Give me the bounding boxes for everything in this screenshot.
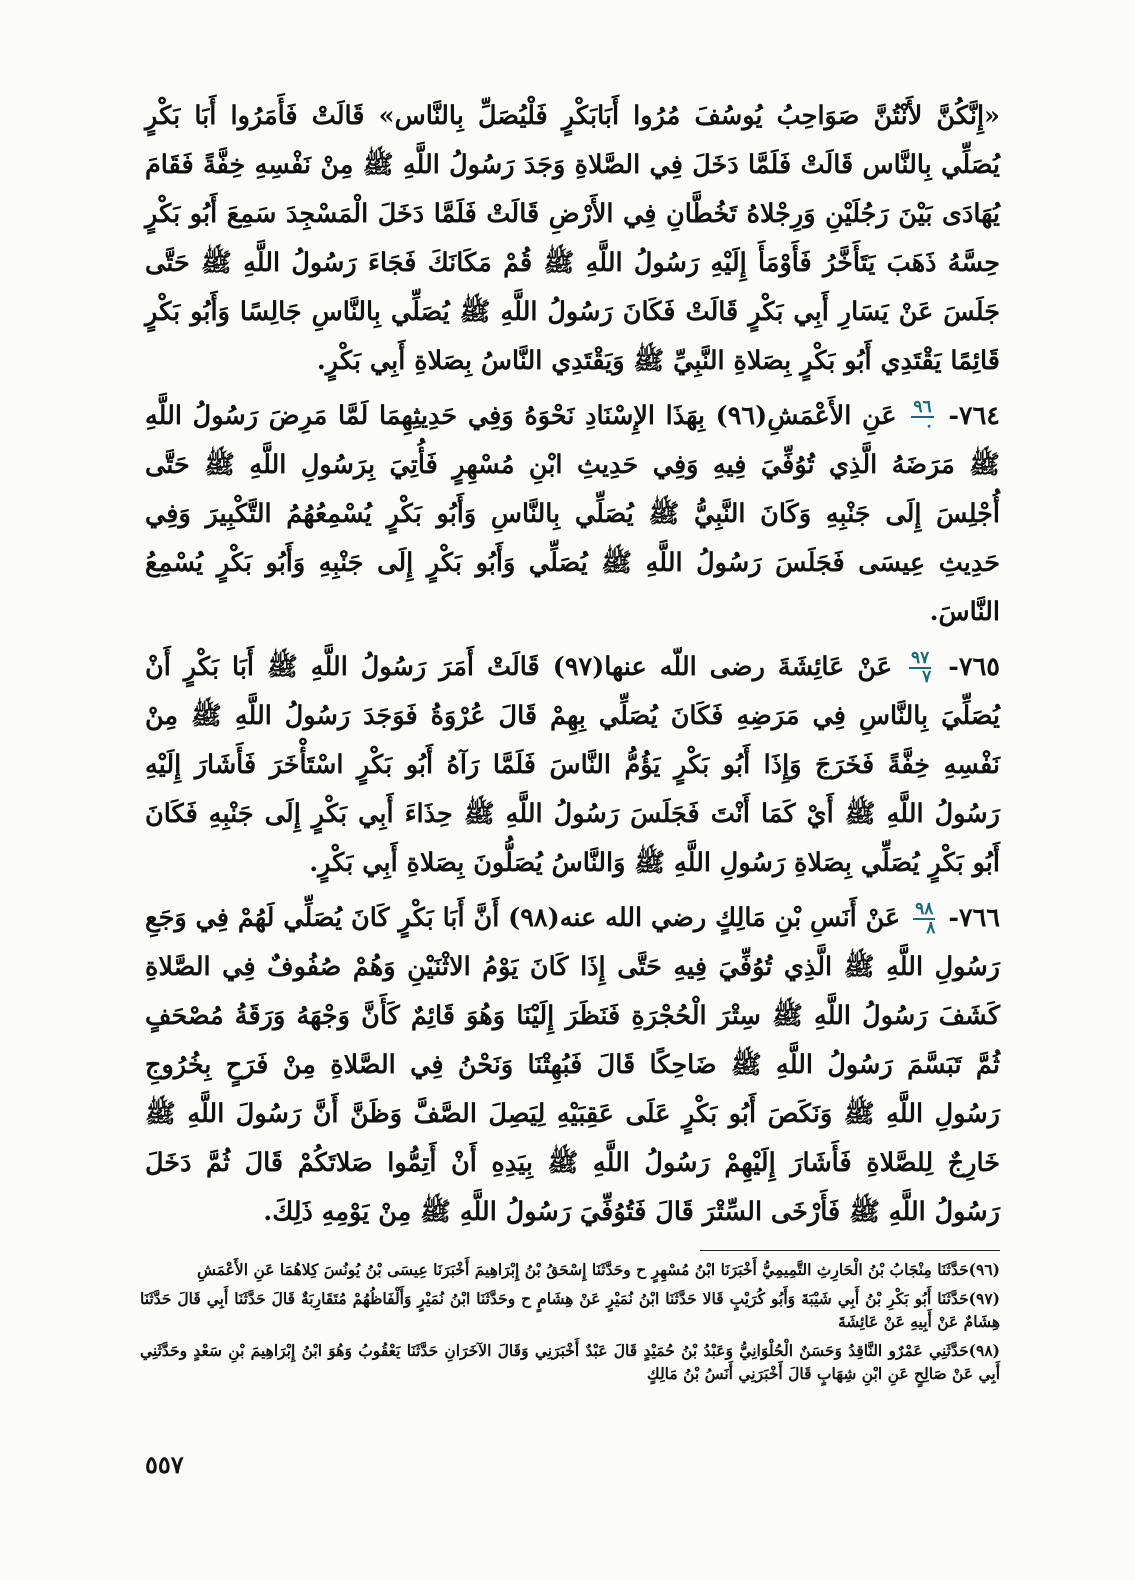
fraction-bottom: ٧ bbox=[922, 667, 932, 687]
hadith-ref-fraction bbox=[911, 399, 933, 435]
hadith-text: عَنْ أَنَسِ بْنِ مَالِكٍ رضي الله عنه(٩٨) أَنَّ أَبَا بَكْرٍ كَانَ يُصَلِّي لَهُمْ فِي وَجَعِ رَسُولِ اللَّهِ ﷺ الَّذِي تُوُفِّيَ فِيهِ حَتَّى إِذَا كَانَ يَوْمُ الاثْنَيْنِ وَهُمْ صُفُوفٌ فِي الصَّلاةِ كَشَفَ رَسُولُ اللَّهِ ﷺ سِتْرَ الْحُجْرَةِ فَنَظَرَ إِلَيْنَا وَهُوَ قَائِمٌ كَأَنَّ وَجْهَهُ وَرَقَةُ مُصْحَفٍ ثُمَّ تَبَسَّمَ رَسُولُ اللَّهِ ﷺ ضَاحِكًا قَالَ فَبُهِتْنَا وَنَحْنُ فِي الصَّلاةِ مِنْ فَرَحٍ بِخُرُوجِ رَسُولِ اللَّهِ ﷺ وَنَكَصَ أَبُو بَكْرٍ عَلَى عَقِبَيْهِ لِيَصِلَ الصَّفَّ وَظَنَّ أَنَّ رَسُولَ اللَّهِ ﷺ خَارِجٌ لِلصَّلاةِ فَأَشَارَ إِلَيْهِمْ رَسُولُ اللَّهِ ﷺ بِيَدِهِ أَنْ أَتِمُّوا صَلاتَكُمْ قَالَ ثُمَّ دَخَلَ رَسُولُ اللَّهِ ﷺ فَأَرْخَى السِّتْرَ قَالَ فَتُوُفِّيَ رَسُولُ اللَّهِ ﷺ مِنْ يَوْمِهِ ذَلِكَ. bbox=[145, 903, 1000, 1227]
footnote-96: (٩٦)حَدَّثَنَا مِنْجَابُ بْنُ الْحَارِثِ التَّمِيمِيُّ أَخْبَرَنَا ابْنُ مُسْهِرٍ ح وحَدَّثَنَا إِسْحَقُ بْنُ إِبْرَاهِيمَ أَخْبَرَنَا عِيسَى بْنُ يُونُسَ كِلاهُمَا عَنِ الأَعْمَشِ bbox=[196, 1260, 1000, 1279]
hadith-ref-fraction bbox=[909, 650, 931, 686]
footnote-97: (٩٧)حَدَّثَنَا أَبُو بَكْرِ بْنُ أَبِي شَيْبَةَ وَأَبُو كُرَيْبٍ قَالا حَدَّثَنَا ابْنُ نُمَيْرٍ عَنْ هِشَامٍ ح وحَدَّثَنَا ابْنُ نُمَيْرٍ وَأَلْفَاظُهُمْ مُتَقَارِبَةٌ قَالَ حَدَّثَنَا أَبِي قَالَ حَدَّثَنَا هِشَامٌ عَنْ أَبِيهِ عَنْ عَائِشَةَ bbox=[140, 1289, 1000, 1331]
hadith-ref-fraction bbox=[913, 901, 935, 937]
fraction-bottom: ٨ bbox=[926, 918, 936, 938]
hadith-766 bbox=[145, 894, 1000, 1237]
footnotes bbox=[140, 1258, 1000, 1391]
fraction-top: ٩٦ bbox=[913, 397, 932, 417]
hadith-text: عَنِ الأَعْمَشِ(٩٦) بِهَذَا الإِسْنَادِ نَحْوَهُ وَفِي حَدِيثِهِمَا لَمَّا مَرِضَ رَسُولُ اللَّهِ ﷺ مَرَضَهُ الَّذِي تُوُفِّيَ فِيهِ وَفِي حَدِيثِ ابْنِ مُسْهِرٍ فَأُتِيَ بِرَسُولِ اللَّهِ ﷺ حَتَّى أُجْلِسَ إِلَى جَنْبِهِ وَكَانَ النَّبِيُّ ﷺ يُصَلِّي بِالنَّاسِ وَأَبُو بَكْرٍ يُسْمِعُهُمُ التَّكْبِيرَ وَفِي حَدِيثِ عِيسَى فَجَلَسَ رَسُولُ اللَّهِ ﷺ يُصَلِّي وَأَبُو بَكْرٍ إِلَى جَنْبِهِ وَأَبُو بَكْرٍ يُسْمِعُ النَّاسَ. bbox=[145, 401, 1000, 627]
main-text bbox=[145, 92, 1000, 1243]
hadith-765 bbox=[145, 643, 1000, 888]
fraction-top: ٩٧ bbox=[911, 648, 930, 668]
hadith-764 bbox=[145, 392, 1000, 637]
fraction-top: ٩٨ bbox=[915, 899, 934, 919]
page-number: ٥٥٧ bbox=[145, 1450, 184, 1479]
hadith-number: ٧٦٥- bbox=[948, 652, 1000, 682]
footnote-98: (٩٨)حَدَّثَنِي عَمْرٌو النَّاقِدُ وَحَسَنٌ الْحُلْوَانِيُّ وَعَبْدُ بْنُ حُمَيْدٍ قَالَ عَبْدٌ أَخْبَرَنِي وَقَالَ الآخَرَانِ حَدَّثَنَا يَعْقُوبُ وَهُوَ ابْنُ إِبْرَاهِيمَ بْنِ سَعْدٍ وحَدَّثَنِي أَبِي عَنْ صَالِحٍ عَنِ ابْنِ شِهَابٍ قَالَ أَخْبَرَنِي أَنَسُ بْنُ مَالِكٍ bbox=[140, 1341, 1000, 1383]
footnote-divider bbox=[700, 1250, 1000, 1251]
hadith-number: ٧٦٦- bbox=[948, 903, 1000, 933]
intro-paragraph: «إِنَّكُنَّ لأَنْتُنَّ صَوَاحِبُ يُوسُفَ مُرُوا أَبَابَكْرٍ فَلْيُصَلِّ بِالنَّاس» قَالَتْ فَأَمَرُوا أَبَا بَكْرٍ يُصَلِّي بِالنَّاس قَالَتْ فَلَمَّا دَخَلَ فِي الصَّلاةِ وَجَدَ رَسُولُ اللَّهِ ﷺ مِنْ نَفْسِهِ خِفَّةً فَقَامَ يُهَادَى بَيْنَ رَجُلَيْنِ وَرِجْلاهُ تَخُطَّانِ فِي الأَرْضِ قَالَتْ فَلَمَّا دَخَلَ الْمَسْجِدَ سَمِعَ أَبُو بَكْرٍ حِسَّهُ ذَهَبَ يَتَأَخَّرُ فَأَوْمَأَ إِلَيْهِ رَسُولُ اللَّهِ ﷺ قُمْ مَكَانَكَ فَجَاءَ رَسُولُ اللَّهِ ﷺ حَتَّى جَلَسَ عَنْ يَسَارِ أَبِي بَكْرٍ قَالَتْ فَكَانَ رَسُولُ اللَّهِ ﷺ يُصَلِّي بِالنَّاسِ جَالِسًا وَأَبُو بَكْرٍ قَائِمًا يَقْتَدِي أَبُو بَكْرٍ بِصَلاةِ النَّبِيِّ ﷺ وَيَقْتَدِي النَّاسُ بِصَلاةِ أَبِي بَكْرٍ. bbox=[145, 101, 1000, 376]
hadith-number: ٧٦٤- bbox=[948, 401, 1000, 431]
fraction-bottom: ٠ bbox=[924, 416, 934, 436]
hadith-text: عَنْ عَائِشَةَ رضى اللّه عنها(٩٧) قَالَتْ أَمَرَ رَسُولُ اللَّهِ ﷺ أَبَا بَكْرٍ أَنْ يُصَلِّيَ بِالنَّاسِ فِي مَرَضِهِ فَكَانَ يُصَلِّي بِهِمْ قَالَ عُرْوَةُ فَوَجَدَ رَسُولُ اللَّهِ ﷺ مِنْ نَفْسِهِ خِفَّةً فَخَرَجَ وَإِذَا أَبُو بَكْرٍ يَؤُمُّ النَّاسَ فَلَمَّا رَآهُ أَبُو بَكْرٍ اسْتَأْخَرَ فَأَشَارَ إِلَيْهِ رَسُولُ اللَّهِ ﷺ أَيْ كَمَا أَنْتَ فَجَلَسَ رَسُولُ اللَّهِ ﷺ حِذَاءَ أَبِي بَكْرٍ إِلَى جَنْبِهِ فَكَانَ أَبُو بَكْرٍ يُصَلِّي بِصَلاةِ رَسُولِ اللَّهِ ﷺ وَالنَّاسُ يُصَلُّونَ بِصَلاةِ أَبِي بَكْرٍ. bbox=[145, 652, 1000, 878]
